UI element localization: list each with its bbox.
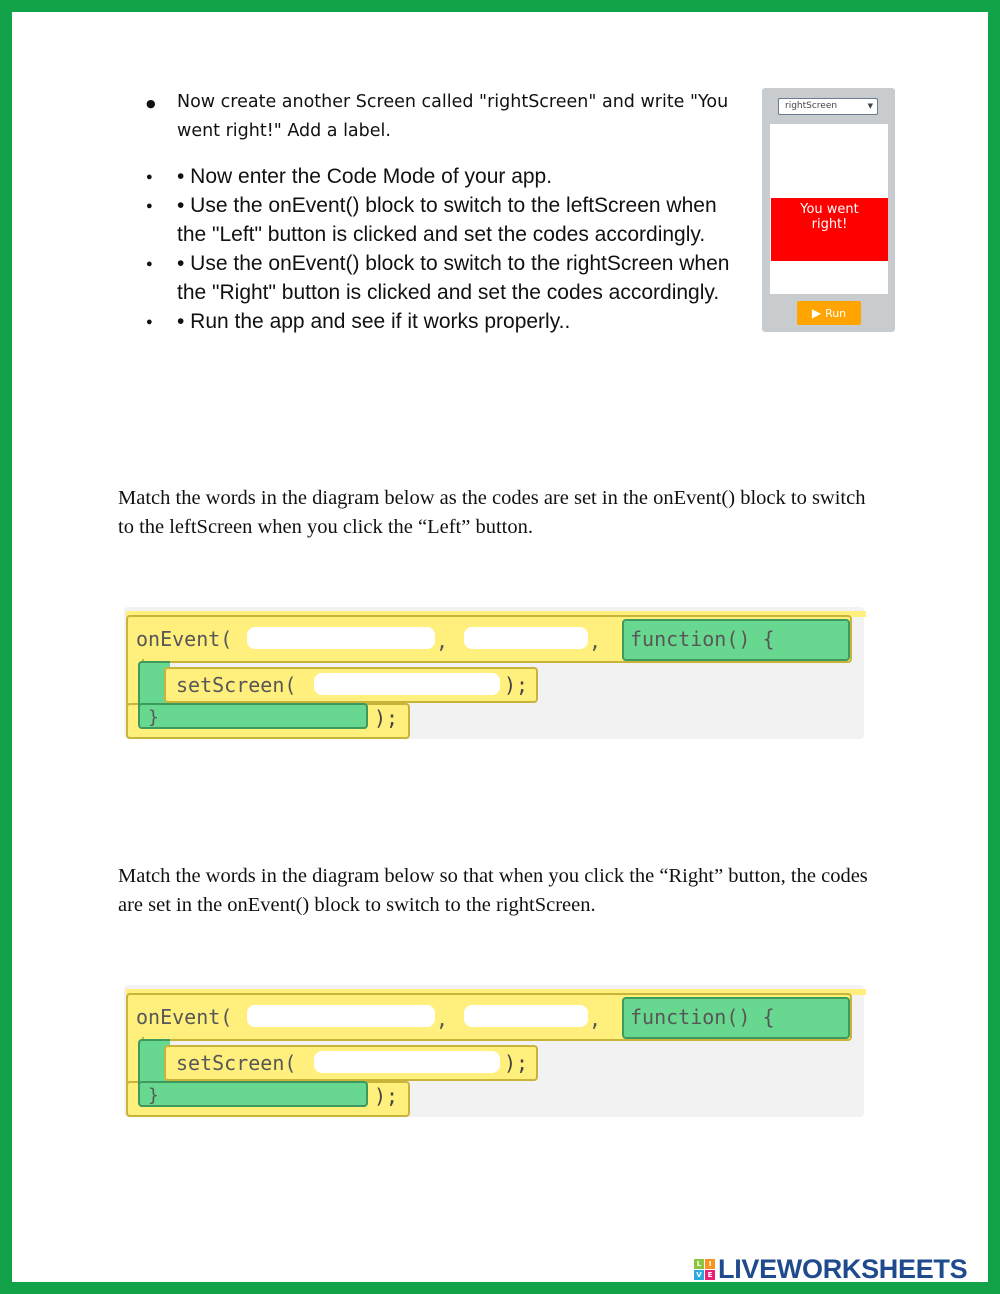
- function-keyword: function() {: [630, 1005, 775, 1029]
- screen-id-slot[interactable]: [314, 673, 500, 695]
- brand-name: LIVEWORKSHEETS: [718, 1254, 968, 1284]
- label-line: right!: [811, 217, 848, 232]
- onevent-code-block-left: [124, 603, 868, 741]
- onevent-keyword: onEvent(: [136, 627, 233, 651]
- instruction-item: ● • Use the onEvent() block to switch to the leftScreen when the "Left" button is clicked and set the codes accordingly.: [144, 191, 744, 249]
- liveworksheets-logo-icon: [694, 1259, 716, 1281]
- function-body-bottom: [138, 1081, 368, 1107]
- function-body-bottom: [138, 703, 368, 729]
- phone-toolbar: [762, 88, 895, 124]
- you-went-right-label: [771, 198, 888, 261]
- logo-tile: L: [694, 1259, 704, 1269]
- setscreen-end: );: [504, 673, 529, 697]
- run-label: Run: [825, 307, 847, 320]
- instruction-item: ● • Use the onEvent() block to switch to the rightScreen when the "Right" button is clicked and set the codes accordingly.: [144, 249, 744, 307]
- instruction-list: [144, 88, 744, 336]
- instruction-item: ● • Run the app and see if it works properly..: [144, 307, 744, 336]
- label-line: You went: [800, 202, 859, 217]
- phone-screen: [770, 124, 888, 294]
- onevent-code-block-right: [124, 981, 868, 1119]
- element-id-slot[interactable]: [247, 627, 435, 649]
- app-preview-phone: [762, 88, 895, 332]
- comma: ,: [589, 629, 602, 653]
- close-brace: }: [148, 707, 159, 728]
- element-id-slot[interactable]: [247, 1005, 435, 1027]
- event-type-slot[interactable]: [464, 627, 588, 649]
- setscreen-keyword: setScreen(: [176, 1051, 297, 1075]
- play-icon: ▶: [811, 306, 822, 320]
- comma: ,: [589, 1007, 602, 1031]
- screen-id-slot[interactable]: [314, 1051, 500, 1073]
- onevent-keyword: onEvent(: [136, 1005, 233, 1029]
- instruction-item: ● • Now enter the Code Mode of your app.: [144, 162, 744, 191]
- logo-tile: I: [705, 1259, 715, 1269]
- chevron-down-icon: ▼: [867, 102, 873, 110]
- setscreen-end: );: [504, 1051, 529, 1075]
- screen-select-value: rightScreen: [785, 101, 838, 111]
- instruction-item: ● Now create another Screen called "rightScreen" and write "You went right!" Add a label.: [144, 88, 744, 146]
- comma: ,: [436, 629, 449, 653]
- event-type-slot[interactable]: [464, 1005, 588, 1027]
- close-call: );: [374, 1084, 399, 1108]
- logo-tile: V: [694, 1270, 704, 1280]
- screen-select[interactable]: [778, 98, 878, 115]
- close-call: );: [374, 706, 399, 730]
- instruction-paragraph-right: Match the words in the diagram below so that when you click the “Right” button, the codes are set in the onEvent() block to switch to the rightScreen.: [118, 865, 868, 916]
- run-button[interactable]: [797, 301, 861, 325]
- function-keyword: function() {: [630, 627, 775, 651]
- setscreen-keyword: setScreen(: [176, 673, 297, 697]
- close-brace: }: [148, 1085, 159, 1106]
- logo-tile: E: [705, 1270, 715, 1280]
- instruction-paragraph-left: Match the words in the diagram below as the codes are set in the onEvent() block to switch to the leftScreen when you click the “Left” button.: [118, 487, 866, 538]
- comma: ,: [436, 1007, 449, 1031]
